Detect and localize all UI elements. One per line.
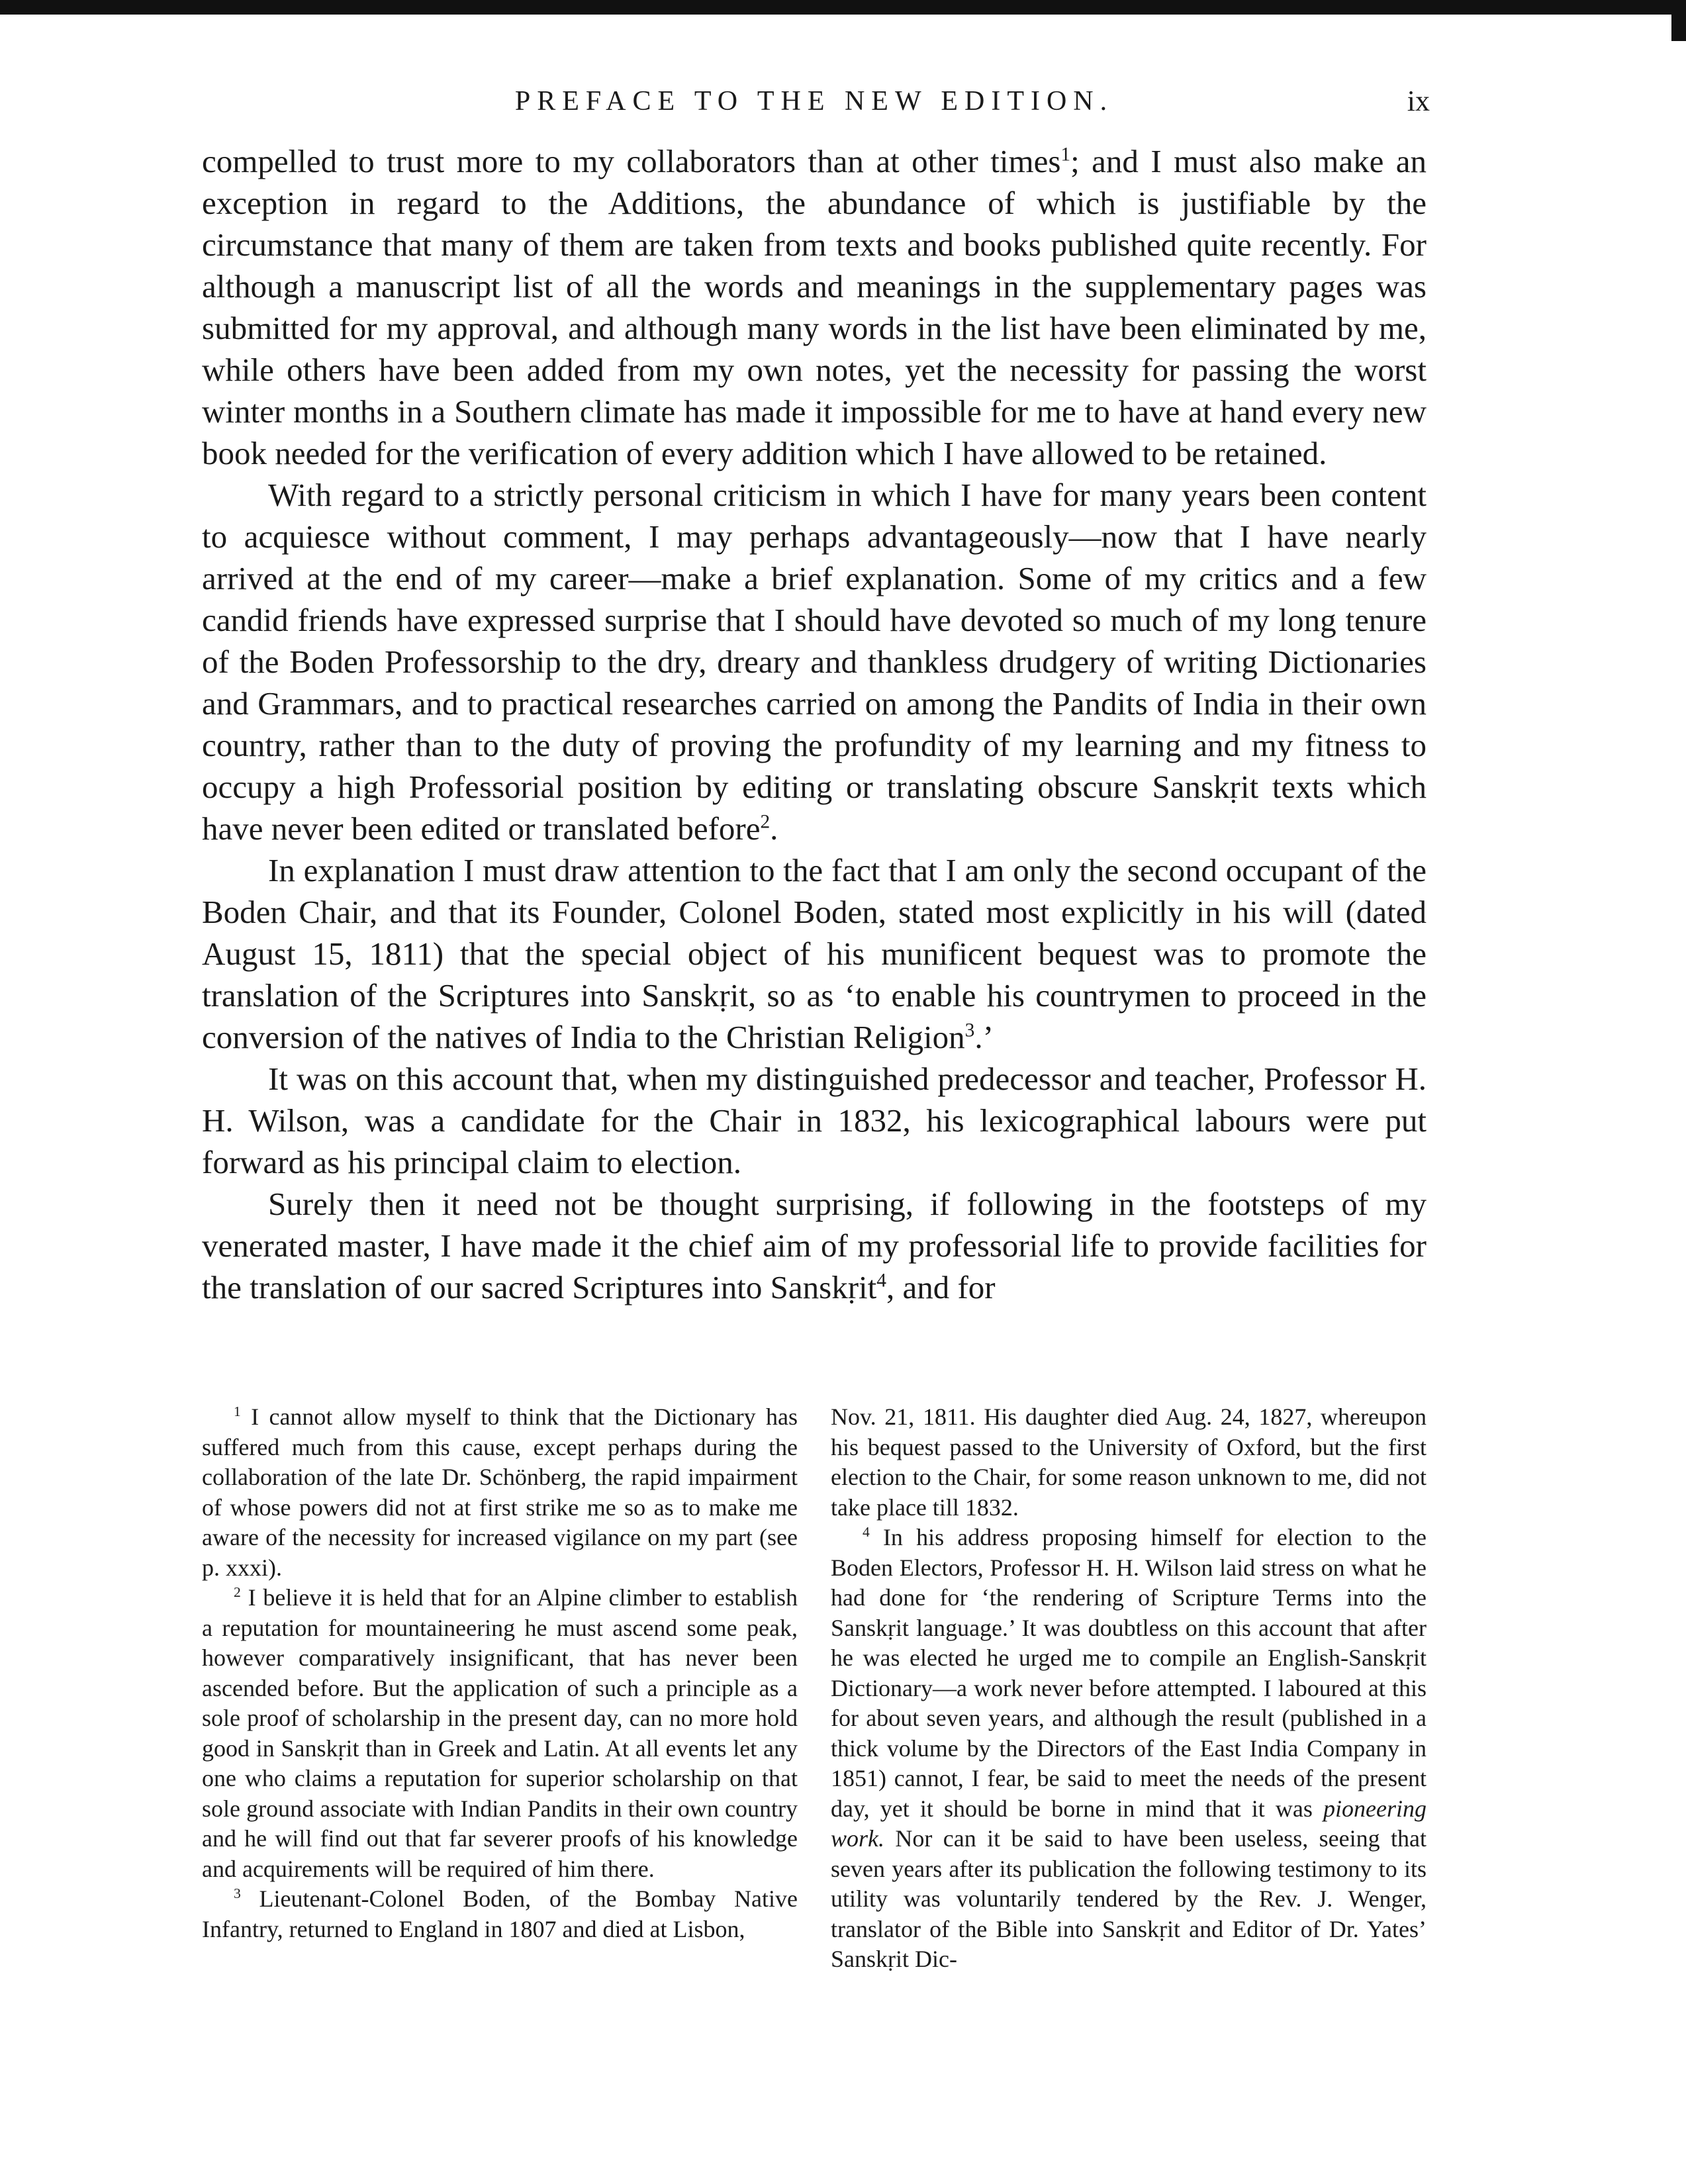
footnote-ref-1: 1: [1060, 144, 1071, 166]
footnote-ref-4: 4: [876, 1270, 886, 1292]
footnote-ref-2: 2: [760, 811, 771, 833]
footnote-number: 2: [234, 1584, 241, 1600]
running-title: PREFACE TO THE NEW EDITION.: [514, 86, 1114, 117]
corner-ink-mark: [1671, 15, 1686, 41]
footnote-number: 1: [234, 1403, 241, 1419]
main-text: [202, 140, 1427, 1308]
footnotes: [202, 1402, 1427, 1975]
footnote-3-continued: Nov. 21, 1811. His daughter died Aug. 24, 1827, whereupon his bequest passed to the University of Oxford, but the first election to the Chair, for some reason unknown to me, did not take place till 1832.: [831, 1403, 1427, 1521]
page-number: ix: [1407, 85, 1430, 117]
footnote-2: $^2$ I believe it is held that for an Alpine climber to establish a reputation for mountaineering he must ascend some peak, however comparatively insignificant, that has never been ascended before. But the application of such a principle as a sole proof of scholarship in the present day, can no more hold good in Sanskṛit than in Greek and Latin. At all events let any one who claims a reputation for superior scholarship on that sole ground associate with Indian Pandits in their own country and he will find out that far severer proofs of his knowledge and acquirements will be required of him there.: [202, 1584, 798, 1882]
paragraph-5: Surely then it need not be thought surprising, if following in the footsteps of my venerated master, I have made it the chief aim of my professorial life to provide facilities for the translation of our sacred Scriptures into Sanskṛit$^4$, and for: [202, 1186, 1427, 1306]
footnote-3: $^3$ Lieutenant-Colonel Boden, of the Bombay Native Infantry, returned to England in 1807 and died at Lisbon,: [202, 1885, 798, 1942]
footnote-number: 3: [234, 1885, 241, 1901]
paragraph-3: In explanation I must draw attention to the fact that I am only the second occupant of the Boden Chair, and that its Founder, Colonel Boden, stated most explicitly in his will (dated August 15, 1811) that the special object of his munificent bequest was to promote the translation of the Scriptures into Sanskṛit, so as ‘to enable his countrymen to proceed in the conversion of the natives of India to the Christian Religion$^3$.’: [202, 852, 1427, 1055]
page-header: [199, 78, 1430, 124]
paragraph-2: With regard to a strictly personal criticism in which I have for many years been content to acquiesce without comment, I may perhaps advantageously—now that I have nearly arrived at the end of my career—make a brief explanation. Some of my critics and a few candid friends have expressed surprise that I should have devoted so much of my long tenure of the Boden Professorship to the dry, dreary and thankless drudgery of writing Dictionaries and Grammars, and to practical researches carried on among the Pandits of India in their own country, rather than to the duty of proving the profundity of my learning and my fitness to occupy a high Professorial position by editing or translating obscure Sanskṛit texts which have never been edited or translated before$^2$.: [202, 477, 1427, 847]
footnote-1: $^1$ I cannot allow myself to think that the Dictionary has suffered much from this cause, except perhaps during the collaboration of the late Dr. Schönberg, the rapid impairment of whose powers did not at first strike me so as to make me aware of the necessity for increased vigilance on my part (see p. xxxi).: [202, 1403, 798, 1581]
footnote-ref-3: 3: [964, 1020, 975, 1041]
footnote-number: 4: [863, 1524, 870, 1540]
footnote-column-right: [831, 1402, 1427, 1975]
footnote-column-left: [202, 1402, 798, 1975]
top-border-rule: [0, 0, 1686, 15]
paragraph-4: It was on this account that, when my distinguished predecessor and teacher, Professor H. H. Wilson, was a candidate for the Chair in 1832, his lexicographical labours were put forward as his principal claim to election.: [202, 1061, 1427, 1180]
footnote-4: $^4$ In his address proposing himself for election to the Boden Electors, Professor H. H. Wilson laid stress on what he had done for ‘the rendering of Scripture Terms into the Sanskṛit language.’ It was doubtless on this account that after he was elected he urged me to compile an English-Sanskṛit Dictionary—a work never before attempted. I laboured at this for about seven years, and although the result (published in a thick volume by the Directors of the East India Company in 1851) cannot, I fear, be said to meet the needs of the present day, yet it should be borne in mind that it was pioneering work. Nor can it be said to have been useless, seeing that seven years after its publication the following testimony to its utility was voluntarily tendered by the Rev. J. Wenger, translator of the Bible into Sanskṛit and Editor of Dr. Yates’ Sanskṛit Dic-: [831, 1524, 1427, 1972]
paragraph-1: compelled to trust more to my collaborators than at other times$^1$; and I must also make an exception in regard to the Additions, the abundance of which is justifiable by the circumstance that many of them are taken from texts and books published quite recently. For although a manuscript list of all the words and meanings in the supplementary pages was submitted for my approval, and although many words in the list have been eliminated by me, while others have been added from my own notes, yet the necessity for passing the worst winter months in a Southern climate has made it impossible for me to have at hand every new book needed for the verification of every addition which I have allowed to be retained.: [202, 143, 1427, 471]
